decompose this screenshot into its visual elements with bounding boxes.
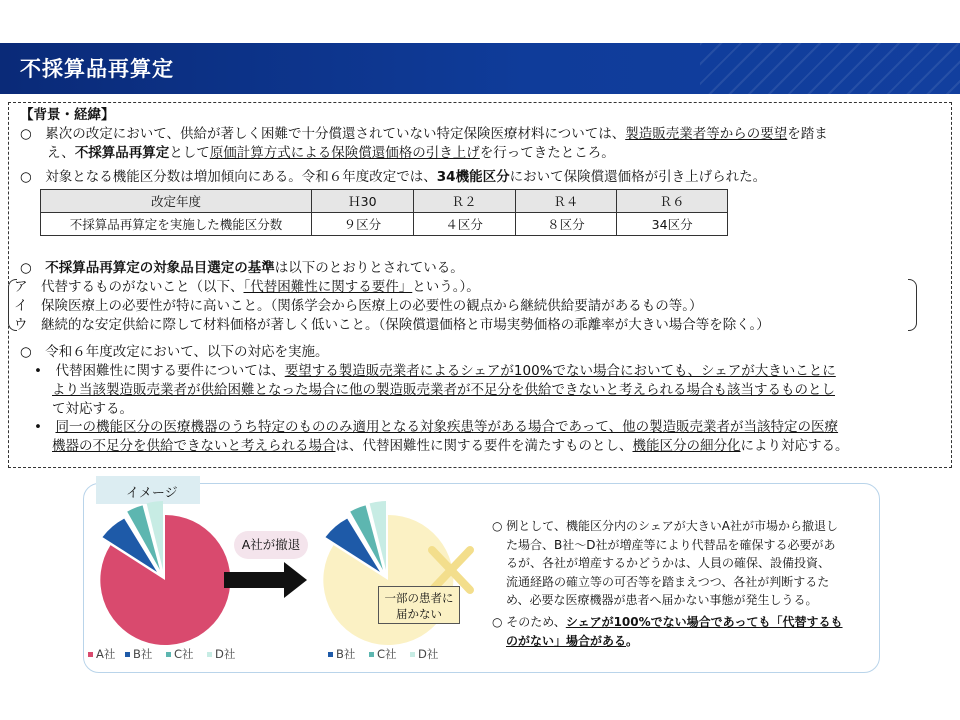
response-bullet-2-line-1: • 同一の機能区分の医療機器のうち特定のもののみ適用となる対象疾患等がある場合であって、他の製造販売業者が当該特定の医療 bbox=[34, 419, 839, 435]
image-conclusion-line-2: のがない」場合がある。 bbox=[506, 634, 639, 648]
section-heading: 【背景・経緯】 bbox=[20, 107, 115, 123]
legend-item-b-right: B社 bbox=[328, 646, 355, 662]
page-title: 不採算品再算定 bbox=[20, 57, 174, 81]
table-header-cell: Ｒ４ bbox=[515, 190, 617, 213]
legend-swatch-a bbox=[88, 652, 93, 657]
image-tab-label: イメージ bbox=[126, 486, 178, 501]
arrow-label: A社が撤退 bbox=[241, 537, 301, 552]
no-reach-line-1: 一部の患者に bbox=[384, 591, 454, 605]
image-description-line-3: るが、各社が増産するかどうかは、人員の確保、設備投資、 bbox=[506, 556, 831, 570]
table-cell: 34区分 bbox=[617, 213, 728, 236]
image-description-line-2: た場合、B社～D社が増産等により代替品を確保する必要があ bbox=[506, 538, 836, 552]
legend-item-a: A社 bbox=[88, 646, 115, 662]
response-bullet-1-line-1: • 代替困難性に関する要件については、要望する製造販売業者によるシェアが100%でない場合においても、シェアが大きいことに bbox=[34, 363, 836, 379]
table-header-cell: Ｒ６ bbox=[617, 190, 728, 213]
no-reach-line-2: 届かない bbox=[396, 607, 442, 621]
legend-item-c: C社 bbox=[166, 646, 194, 662]
legend-swatch-d-right bbox=[410, 652, 415, 657]
legend-item-d-right: D社 bbox=[410, 646, 438, 662]
legend-swatch-b-right bbox=[328, 652, 333, 657]
image-description-line-4: 流通経路の確立等の可否等を踏まえつつ、各社が判断するた bbox=[506, 575, 830, 589]
criterion-a: ア 代替するものがないこと（以下、「代替困難性に関する要件」という。）。 bbox=[14, 279, 480, 295]
arrow-label-bubble bbox=[234, 531, 308, 559]
table-header-cell: 改定年度 bbox=[41, 190, 312, 213]
response-intro: ○ 令和６年度改定において、以下の対応を実施。 bbox=[20, 344, 329, 360]
image-description-line-1: ○ 例として、機能区分内のシェアが大きいA社が市場から撤退し bbox=[492, 519, 839, 533]
image-description-line-5: め、必要な医療機器が患者へ届かない事態が発生しうる。 bbox=[506, 593, 818, 607]
legend-item-b: B社 bbox=[125, 646, 152, 662]
legend-swatch-c-right bbox=[369, 652, 374, 657]
response-bullet-1-line-2: より当該製造販売業者が供給困難となった場合に他の製造販売業者が不足分を供給できないと考えられる場合も該当するものとし bbox=[52, 382, 835, 398]
legend-item-d: D社 bbox=[207, 646, 235, 662]
legend-swatch-b bbox=[125, 652, 130, 657]
legend-item-c-right: C社 bbox=[369, 646, 397, 662]
response-bullet-1-line-3: て対応する。 bbox=[52, 401, 133, 417]
criterion-u: ウ 継続的な安定供給に際して材料価格が著しく低いこと。（保険償還価格と市場実勢価格の乖離率が大きい場合等を除く。） bbox=[14, 317, 770, 333]
criterion-i: イ 保険医療上の必要性が特に高いこと。（関係学会から医療上の必要性の観点から継続供給要請があるもの等。） bbox=[14, 298, 703, 314]
background-paragraph-1-line-2: え、不採算品再算定として原価計算方式による保険償還価格の引き上げを行ってきたところ。 bbox=[47, 145, 615, 161]
table-cell: ４区分 bbox=[413, 213, 515, 236]
legend-swatch-c bbox=[166, 652, 171, 657]
table-header-cell: Ｒ２ bbox=[413, 190, 515, 213]
image-conclusion-line-1: ○ そのため、シェアが100%でない場合であっても「代替するも bbox=[492, 615, 843, 629]
table-cell: ８区分 bbox=[515, 213, 617, 236]
table-header-cell: Ｈ30 bbox=[312, 190, 414, 213]
background-paragraph-1-line-1: ○ 累次の改定において、供給が著しく困難で十分償還されていない特定保険医療材料については、製造販売業者等からの要望を踏ま bbox=[20, 126, 828, 142]
response-bullet-2-line-2: 機器の不足分を供給できないと考えられる場合は、代替困難性に関する要件を満たすものとし、機能区分の細分化により対応する。 bbox=[52, 438, 849, 454]
background-paragraph-2: ○ 対象となる機能区分数は増加傾向にある。令和６年度改定では、34機能区分において保険償還価格が引き上げられた。 bbox=[20, 169, 767, 185]
arrow-shaft bbox=[224, 572, 284, 588]
arrow-head bbox=[284, 562, 307, 598]
legend-swatch-d bbox=[207, 652, 212, 657]
no-reach-box bbox=[378, 586, 460, 624]
criteria-intro: ○ 不採算品再算定の対象品目選定の基準は以下のとおりとされている。 bbox=[20, 260, 464, 276]
table-row-label: 不採算品再算定を実施した機能区分数 bbox=[41, 213, 312, 236]
table-cell: ９区分 bbox=[312, 213, 414, 236]
